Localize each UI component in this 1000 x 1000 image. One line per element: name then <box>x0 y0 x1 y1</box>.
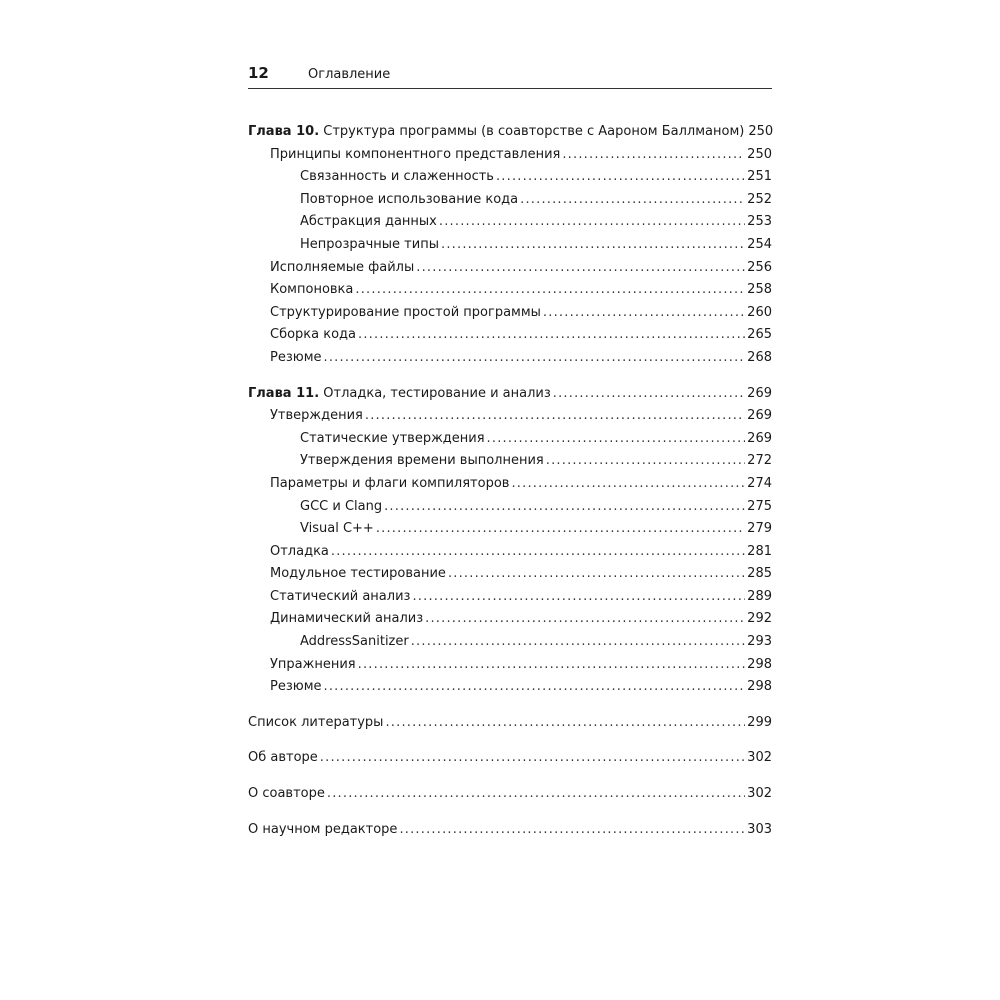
toc-entry-title <box>248 712 383 735</box>
toc-entry-text: Об авторе <box>248 750 318 766</box>
toc-entry <box>248 712 772 735</box>
toc-entry-title <box>270 347 322 370</box>
toc-page-number: 269 <box>747 385 772 401</box>
toc-entry <box>248 518 772 541</box>
toc-page-number: 269 <box>747 408 772 424</box>
toc-entry-text: О соавторе <box>248 786 325 802</box>
dot-leader <box>365 405 745 428</box>
toc-page-number: 285 <box>747 566 772 582</box>
toc-entry <box>248 405 772 428</box>
toc-entry <box>248 347 772 370</box>
toc-entry-title <box>270 541 329 564</box>
dot-leader <box>331 541 745 564</box>
toc-page-number: 250 <box>747 146 772 162</box>
toc-entry-text: AddressSanitizer <box>300 634 409 650</box>
dot-leader <box>358 324 745 347</box>
toc-entry <box>248 631 772 654</box>
toc-entry-text: Структурирование простой программы <box>270 304 541 320</box>
toc-entry <box>248 189 772 212</box>
toc-page-number: 298 <box>747 656 772 672</box>
toc-entry-text: Принципы компонентного представления <box>270 146 561 162</box>
toc-entry-title <box>248 819 397 842</box>
dot-leader <box>327 783 745 806</box>
dot-leader <box>384 496 745 519</box>
toc-entry <box>248 541 772 564</box>
toc-entry-text: Компоновка <box>270 282 354 298</box>
running-title: Оглавление <box>308 67 391 82</box>
dot-leader <box>546 450 745 473</box>
toc-entry-text: Исполняемые файлы <box>270 259 415 275</box>
toc-page-number: 281 <box>747 543 772 559</box>
toc-page-number: 298 <box>747 679 772 695</box>
toc-entry-title <box>270 473 509 496</box>
toc-page-number: 269 <box>747 430 772 446</box>
running-head <box>248 64 772 89</box>
toc-entry <box>248 302 772 325</box>
toc-entry-title <box>300 166 494 189</box>
toc-entry <box>248 166 772 189</box>
toc-entry <box>248 586 772 609</box>
toc-entry-title <box>270 676 322 699</box>
toc-entry-text: Список литературы <box>248 714 384 730</box>
toc-page-number: 258 <box>747 282 772 298</box>
toc-entry-text: Сборка кода <box>270 327 357 343</box>
dot-leader <box>399 819 745 842</box>
dot-leader <box>562 144 745 167</box>
toc-entry <box>248 473 772 496</box>
toc-page-number: 303 <box>747 821 772 837</box>
toc-page-number: 292 <box>747 611 772 627</box>
dot-leader <box>425 608 745 631</box>
table-of-contents <box>248 121 772 841</box>
dot-leader <box>496 166 745 189</box>
toc-entry-text: Отладка <box>270 543 329 559</box>
toc-entry-title <box>270 563 446 586</box>
toc-entry <box>248 496 772 519</box>
toc-entry-title <box>248 747 318 770</box>
toc-entry <box>248 654 772 677</box>
toc-entry-title <box>300 496 382 519</box>
toc-entry-text: Параметры и флаги компиляторов <box>270 475 510 491</box>
dot-leader <box>487 428 746 451</box>
toc-entry <box>248 324 772 347</box>
toc-entry-text: Отладка, тестирование и анализ <box>319 385 551 401</box>
toc-entry-text: Статические утверждения <box>300 430 485 446</box>
toc-page-number: 253 <box>747 214 772 230</box>
toc-entry-text: Упражнения <box>270 656 356 672</box>
toc-entry-title <box>270 324 356 347</box>
toc-page-number: 250 <box>748 124 774 139</box>
toc-entry <box>248 211 772 234</box>
toc-entry-title <box>270 405 363 428</box>
dot-leader <box>543 302 745 325</box>
toc-entry-title <box>270 144 560 167</box>
dot-leader <box>441 234 745 257</box>
toc-entry-title <box>270 586 410 609</box>
toc-entry-title <box>248 383 551 406</box>
toc-entry-text: Утверждения времени выполнения <box>300 453 544 469</box>
toc-entry-text: Visual C++ <box>300 521 374 537</box>
toc-page-number: 302 <box>747 750 772 766</box>
dot-leader <box>320 747 745 770</box>
toc-entry-text: Структура программы (в соавторстве с Аароном Баллманом) <box>319 124 745 139</box>
toc-entry-title <box>270 654 356 677</box>
dot-leader <box>448 563 745 586</box>
toc-page-number: 254 <box>747 236 772 252</box>
toc-entry <box>248 608 772 631</box>
toc-entry <box>248 450 772 473</box>
toc-page-number: 252 <box>747 191 772 207</box>
toc-entry-text: Связанность и слаженность <box>300 169 494 185</box>
dot-leader <box>439 211 745 234</box>
toc-entry-title <box>248 121 744 144</box>
toc-entry-text: Статический анализ <box>270 588 411 604</box>
toc-entry <box>248 383 772 406</box>
toc-entry-title <box>300 428 485 451</box>
toc-entry-title <box>300 189 518 212</box>
toc-entry <box>248 257 772 280</box>
toc-page-number: 260 <box>747 304 772 320</box>
toc-entry <box>248 563 772 586</box>
dot-leader <box>520 189 745 212</box>
toc-entry-title <box>270 608 423 631</box>
dot-leader <box>412 586 745 609</box>
toc-entry-text: Резюме <box>270 679 322 695</box>
chapter-number: Глава 10. <box>248 124 320 139</box>
toc-entry-title <box>300 631 409 654</box>
toc-entry <box>248 428 772 451</box>
toc-entry <box>248 819 772 842</box>
toc-entry-title <box>270 302 541 325</box>
toc-entry <box>248 783 772 806</box>
dot-leader <box>376 518 745 541</box>
dot-leader <box>411 631 745 654</box>
toc-page-number: 265 <box>747 327 772 343</box>
toc-entry <box>248 144 772 167</box>
toc-entry-text: Непрозрачные типы <box>300 236 439 252</box>
dot-leader <box>385 712 745 735</box>
toc-entry-text: Повторное использование кода <box>300 191 519 207</box>
dot-leader <box>358 654 746 677</box>
page-number: 12 <box>248 64 269 82</box>
toc-entry <box>248 279 772 302</box>
toc-entry-text: Абстракция данных <box>300 214 437 230</box>
dot-leader <box>553 383 745 406</box>
toc-page-number: 268 <box>747 349 772 365</box>
toc-page-number: 275 <box>747 498 772 514</box>
toc-entry <box>248 747 772 770</box>
book-page <box>248 64 772 841</box>
toc-entry <box>248 676 772 699</box>
toc-entry <box>248 234 772 257</box>
toc-page-number: 256 <box>747 259 772 275</box>
dot-leader <box>324 347 746 370</box>
toc-entry-title <box>270 257 414 280</box>
toc-entry-title <box>300 450 544 473</box>
toc-entry-title <box>300 234 439 257</box>
dot-leader <box>355 279 745 302</box>
toc-entry-title <box>248 783 325 806</box>
toc-entry-text: Утверждения <box>270 408 363 424</box>
toc-page-number: 293 <box>747 634 772 650</box>
dot-leader <box>416 257 745 280</box>
toc-page-number: 274 <box>747 475 772 491</box>
toc-page-number: 272 <box>747 453 772 469</box>
toc-page-number: 299 <box>747 714 772 730</box>
toc-entry-title <box>300 518 374 541</box>
dot-leader <box>511 473 745 496</box>
toc-entry-text: GCC и Clang <box>300 498 383 514</box>
toc-entry-title <box>270 279 353 302</box>
toc-entry-text: О научном редакторе <box>248 821 398 837</box>
toc-entry-text: Динамический анализ <box>270 611 424 627</box>
toc-entry-title <box>300 211 437 234</box>
toc-page-number: 251 <box>747 169 772 185</box>
toc-entry <box>248 121 772 144</box>
toc-page-number: 289 <box>747 588 772 604</box>
dot-leader <box>324 676 746 699</box>
toc-entry-text: Резюме <box>270 349 322 365</box>
chapter-number: Глава 11. <box>248 385 320 401</box>
toc-page-number: 302 <box>747 786 772 802</box>
toc-entry-text: Модульное тестирование <box>270 566 446 582</box>
toc-page-number: 279 <box>747 521 772 537</box>
